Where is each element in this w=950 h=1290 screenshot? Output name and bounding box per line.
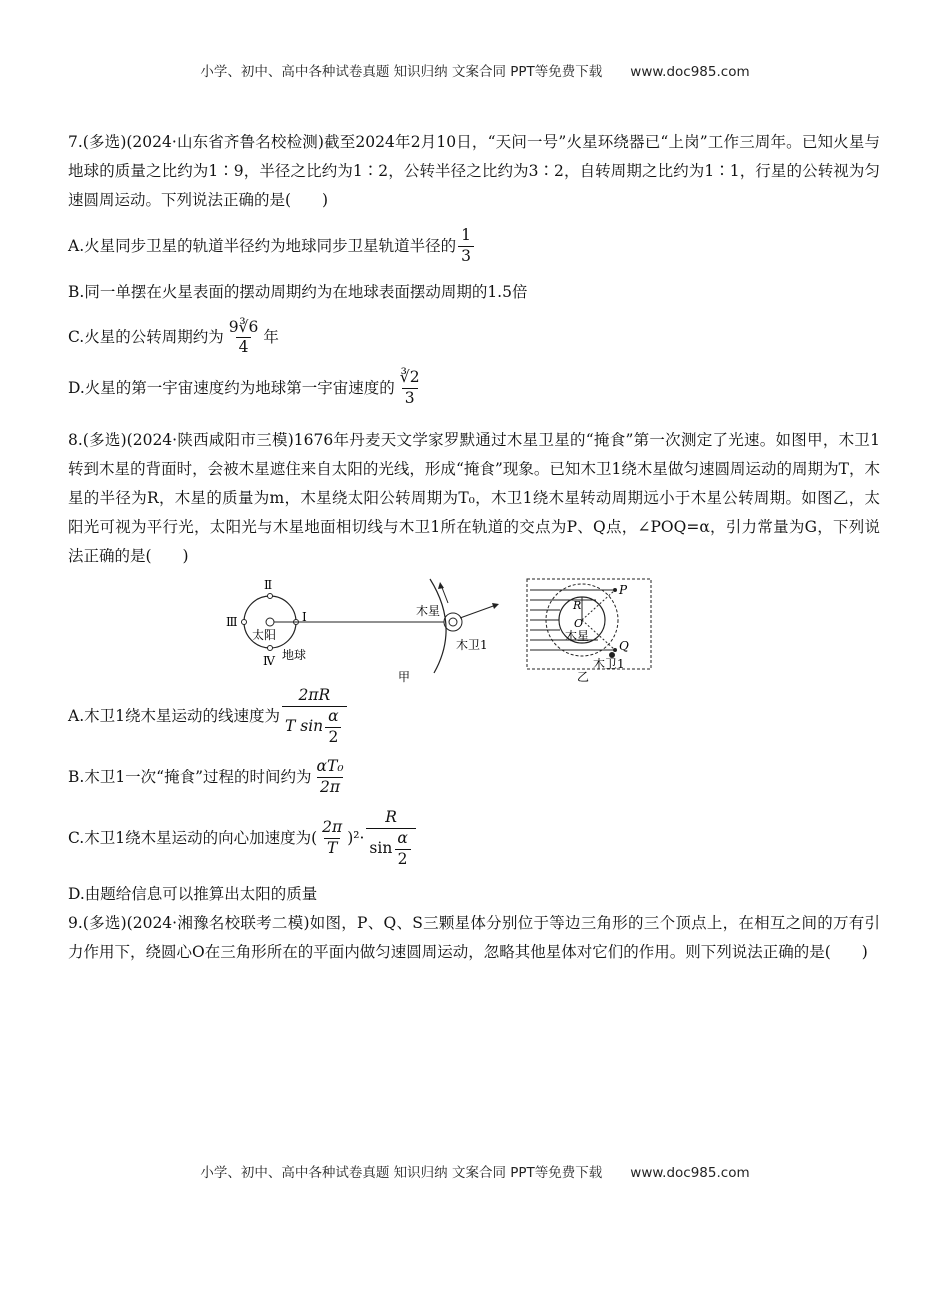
caption-yi: 乙 xyxy=(577,669,590,684)
q7-option-a: A.火星同步卫星的轨道半径约为地球同步卫星轨道半径的 $\frac{1}{3}$ xyxy=(68,227,880,266)
header-url[interactable]: www.doc985.com xyxy=(630,64,750,80)
jupiter-body xyxy=(449,618,457,626)
label-i: Ⅰ xyxy=(302,609,307,624)
q7-option-c: C.火星的公转周期约为 $\frac{9∛6}{4}$ 年 xyxy=(68,317,279,357)
figure-yi-frame xyxy=(527,579,651,669)
arrowhead xyxy=(492,603,499,609)
point-q xyxy=(613,648,617,652)
label-jupiter: 木星 xyxy=(416,603,441,618)
orbit-point-ii xyxy=(268,593,273,598)
fraction: $\frac{∛2}{3}$ xyxy=(399,368,420,408)
fraction: R sin $\frac{\alpha}{2}$ xyxy=(366,809,415,868)
question-9-stem: 9.(多选)(2024·湘豫名校联考二模)如图，P、Q、S三颗星体分别位于等边三角形的三个顶点上，在相互之间的万有引力作用下，绕圆心O在三角形所在的平面内做匀速圆周运动，忽略其他星体对它们的作用。则下列说法正确的是( ) xyxy=(68,914,880,962)
question-7-stem: 7.(多选)(2024·山东省齐鲁名校检测)截至2024年2月10日，“天问一号”火星环绕器已“上岗”工作三周年。已知火星与地球的质量之比约为1∶9，半径之比约为1∶2，公转半径之比约为3∶2，自转周期之比约为1∶1，行星的公转视为匀速圆周运动。下列说法正确的是( ) xyxy=(68,133,880,209)
q8-option-b: B.木卫1一次“掩食”过程的时间约为 $\frac{\text{αT₀}}{2\pi}$ xyxy=(68,758,880,797)
question-8-stem: 8.(多选)(2024·陕西咸阳市三模)1676年丹麦天文学家罗默通过木星卫星的“掩食”第一次测定了光速。如图甲，木卫1转到木星的背面时，会被木星遮住来自太阳的光线，形成“掩食”现象。已知木卫1绕木星做匀速圆周运动的周期为T，木星的半径为R，木星的质量为m，木星绕太阳公转周期为T₀，木卫1绕木星转动周期远小于木星公转周期。如图乙，太阳光可视为平行光，太阳光与木星地面相切线与木卫1所在轨道的交点为P、Q点，∠POQ=α，引力常量为G，下列说法正确的是( ) xyxy=(68,430,880,565)
label-sun: 太阳 xyxy=(252,627,277,642)
fraction: $\frac{\alpha}{2}$ xyxy=(394,830,410,869)
orbit-point-iii xyxy=(242,619,247,624)
fraction: 2πR T sin $\frac{\alpha}{2}$ xyxy=(282,687,347,746)
motion-arrow xyxy=(460,605,496,618)
label-p: P xyxy=(619,582,628,597)
fraction: $\frac{9∛6}{4}$ xyxy=(228,317,259,357)
fraction: $\frac{\text{αT₀}}{2\pi}$ xyxy=(316,757,344,797)
label-q: Q xyxy=(619,638,629,653)
footer-url[interactable]: www.doc985.com xyxy=(630,1165,750,1181)
q8-figure xyxy=(68,577,880,684)
point-p xyxy=(613,588,617,592)
figure-yi xyxy=(527,579,651,684)
fraction: $\frac{2\pi}{T}$ xyxy=(322,818,343,858)
sun-marker xyxy=(266,618,274,626)
label-io: 木卫1 xyxy=(456,637,488,652)
q8-option-a: A.木卫1绕木星运动的线速度为 2πR T sin $\frac{\alpha}{2}$ xyxy=(68,687,880,746)
label-r: R xyxy=(573,598,582,612)
q8-option-d: D.由题给信息可以推算出太阳的质量 xyxy=(68,885,318,904)
label-iv: Ⅳ xyxy=(263,653,275,668)
caption-jia: 甲 xyxy=(398,669,411,684)
label-ii: Ⅱ xyxy=(264,577,273,592)
figure-jia xyxy=(226,578,499,684)
q7-option-d: D.火星的第一宇宙速度约为地球第一宇宙速度的 $\frac{∛2}{3}$ xyxy=(68,369,880,408)
fraction: $\frac{1}{3}$ xyxy=(458,227,474,266)
header-text: 小学、初中、高中各种试卷真题 知识归纳 文案合同 PPT等免费下载 xyxy=(200,64,603,80)
label-earth: 地球 xyxy=(282,647,307,662)
orbit-point-iv xyxy=(268,645,273,650)
label-io-yi: 木卫1 xyxy=(593,656,625,671)
label-jupiter-yi: 木星 xyxy=(565,628,590,643)
label-iii: Ⅲ xyxy=(226,614,238,629)
question-content xyxy=(68,128,880,967)
fraction: $\frac{\alpha}{2}$ xyxy=(325,708,341,747)
label-o: O xyxy=(574,616,584,630)
q7-option-b: B.同一单摆在火星表面的摆动周期约为在地球表面摆动周期的1.5倍 xyxy=(68,282,528,301)
footer-text: 小学、初中、高中各种试卷真题 知识归纳 文案合同 PPT等免费下载 xyxy=(200,1165,603,1181)
q8-option-c: C.木卫1绕木星运动的向心加速度为( $\frac{2\pi}{T}$ )²· R sin $\frac{\alpha}{2}$ xyxy=(68,809,880,868)
q8-diagram xyxy=(68,577,880,684)
page-header xyxy=(0,60,950,80)
radius-op xyxy=(582,590,615,620)
page-footer xyxy=(0,1161,950,1181)
arrowhead xyxy=(438,582,444,589)
